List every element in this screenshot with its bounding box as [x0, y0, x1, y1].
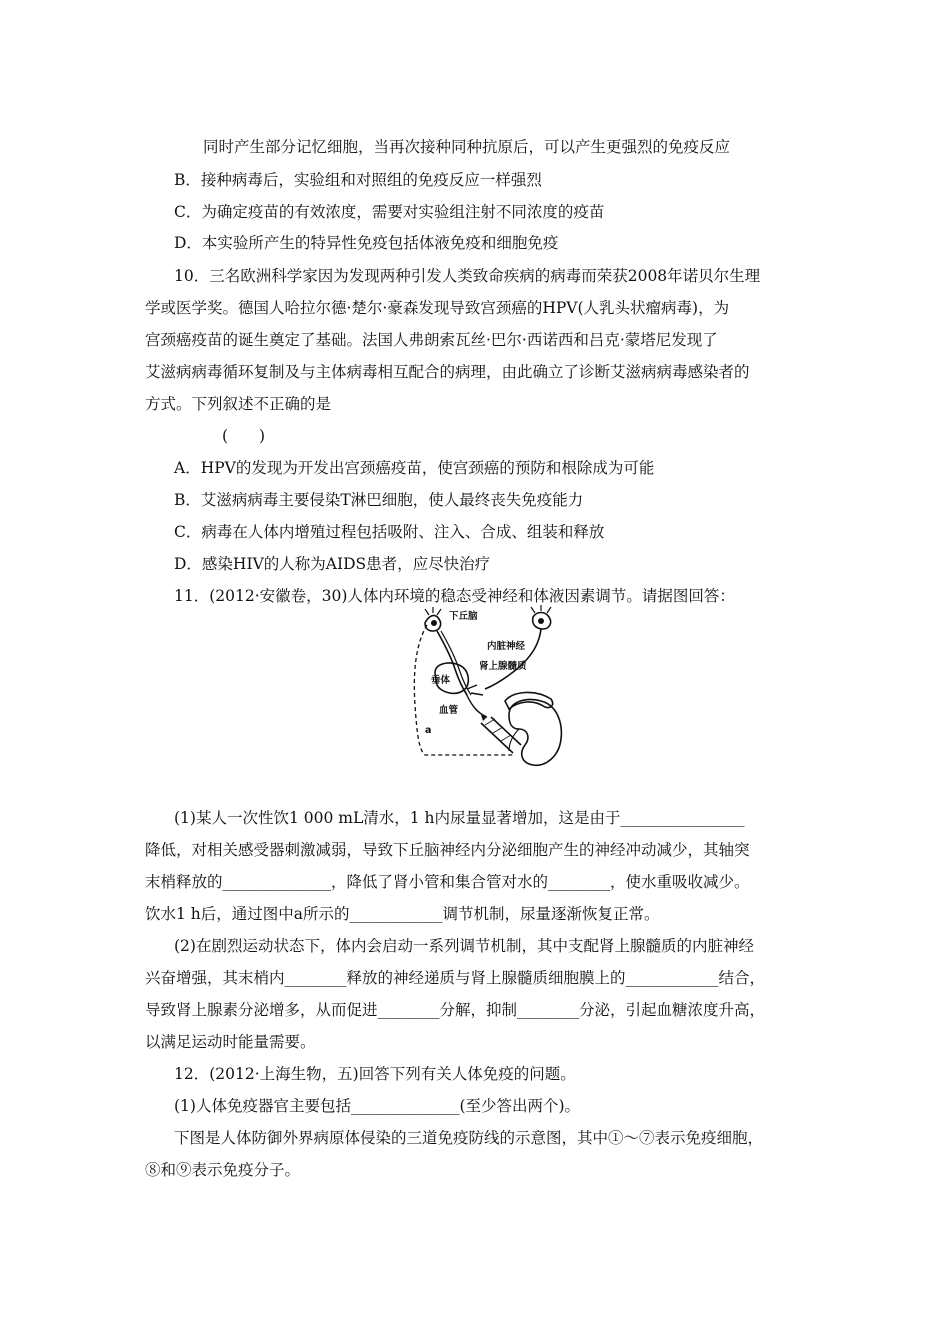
ureter: [509, 729, 519, 751]
q11-part2-line4: 以满足运动时能量需要。: [145, 1033, 316, 1051]
kidney: [509, 700, 561, 766]
q10-option-b: B．艾滋病病毒主要侵染T淋巴细胞，使人最终丧失免疫能力: [174, 491, 584, 509]
visceral-neuron-nucleus: [538, 618, 544, 624]
hormone-to-vessel-arrow: [465, 691, 487, 717]
q11-part1-line4: 饮水1 h后，通过图中a所示的____________调节机制，尿量逐渐恢复正常。: [145, 905, 660, 923]
label-blood-vessel: 血管: [439, 705, 459, 716]
label-visceral-nerve: 内脏神经: [487, 641, 526, 652]
hypothalamus-dendrites: [425, 607, 441, 615]
q11-part2-line3: 导致肾上腺素分泌增多，从而促进________分解，抑制________分泌，引起血糖浓度升高，: [145, 1001, 766, 1019]
q9-continuation-line: 同时产生部分记忆细胞，当再次接种同种抗原后，可以产生更强烈的免疫反应: [203, 138, 731, 156]
q10-stem-line4: 艾滋病病毒循环复制及与主体病毒相互配合的病理，由此确立了诊断艾滋病病毒感染者的: [145, 363, 750, 381]
label-hypothalamus: 下丘脑: [449, 611, 478, 622]
q11-stem: 11．(2012·安徽卷，30)人体内环境的稳态受神经和体液因素调节。请据图回答：: [174, 587, 735, 605]
label-pituitary: 垂体: [431, 675, 451, 686]
q11-part1-line3: 末梢释放的______________，降低了肾小管和集合管对水的________，使水重吸收减少。: [145, 873, 750, 891]
q9-option-c: C．为确定疫苗的有效浓度，需要对实验组注射不同浓度的疫苗: [174, 203, 605, 221]
q10-stem-line3: 宫颈癌疫苗的诞生奠定了基础。法国人弗朗索瓦丝·巴尔·西诺西和吕克·蒙塔尼发现了: [145, 331, 718, 349]
q10-option-a: A．HPV的发现为开发出宫颈癌疫苗，使宫颈癌的预防和根除成为可能: [174, 459, 655, 477]
q10-option-c: C．病毒在人体内增殖过程包括吸附、注入、合成、组装和释放: [174, 523, 605, 541]
hypothalamus-neuron-nucleus: [431, 620, 437, 626]
hormone-regulation-diagram: [405, 605, 565, 770]
label-a: a: [425, 725, 432, 736]
q10-stem-line1: 10．三名欧洲科学家因为发现两种引发人类致命疾病的病毒而荣获2008年诺贝尔生理: [174, 267, 761, 285]
q12-intro-line2: ⑧和⑨表示免疫分子。: [145, 1161, 301, 1179]
q10-answer-blank: ( ): [222, 427, 266, 445]
q12-stem: 12．(2012·上海生物，五)回答下列有关人体免疫的问题。: [174, 1065, 576, 1083]
q9-option-b: B．接种病毒后，实验组和对照组的免疫反应一样强烈: [174, 171, 542, 189]
q11-part2-line1: (2)在剧烈运动状态下，体内会启动一系列调节机制，其中支配肾上腺髓质的内脏神经: [174, 937, 754, 955]
q10-stem-line5: 方式。下列叙述不正确的是: [145, 395, 332, 413]
q11-part1-line2: 降低，对相关感受器刺激减弱，导致下丘脑神经内分泌细胞产生的神经冲动减少，其轴突: [145, 841, 750, 859]
q12-intro-line1: 下图是人体防御外界病原体侵染的三道免疫防线的示意图，其中①～⑦表示免疫细胞，: [174, 1129, 764, 1147]
q12-part1: (1)人体免疫器官主要包括______________(至少答出两个)。: [174, 1097, 581, 1115]
q11-part2-line2: 兴奋增强，其末梢内________释放的神经递质与肾上腺髓质细胞膜上的____________结合，: [145, 969, 766, 987]
q10-stem-line2: 学或医学奖。德国人哈拉尔德·楚尔·豪森发现导致宫颈癌的HPV(人乳头状瘤病毒)，为: [145, 299, 730, 317]
visceral-axon: [485, 629, 541, 689]
q11-part1-line1: (1)某人一次性饮1 000 mL清水，1 h内尿量显著增加，这是由于________________: [174, 809, 745, 827]
blood-vessel: [481, 717, 521, 753]
q9-option-d: D．本实验所产生的特异性免疫包括体液免疫和细胞免疫: [174, 234, 559, 252]
q10-option-d: D．感染HIV的人称为AIDS患者，应尽快治疗: [174, 555, 491, 573]
label-adrenal-medulla: 肾上腺髓质: [479, 661, 527, 672]
